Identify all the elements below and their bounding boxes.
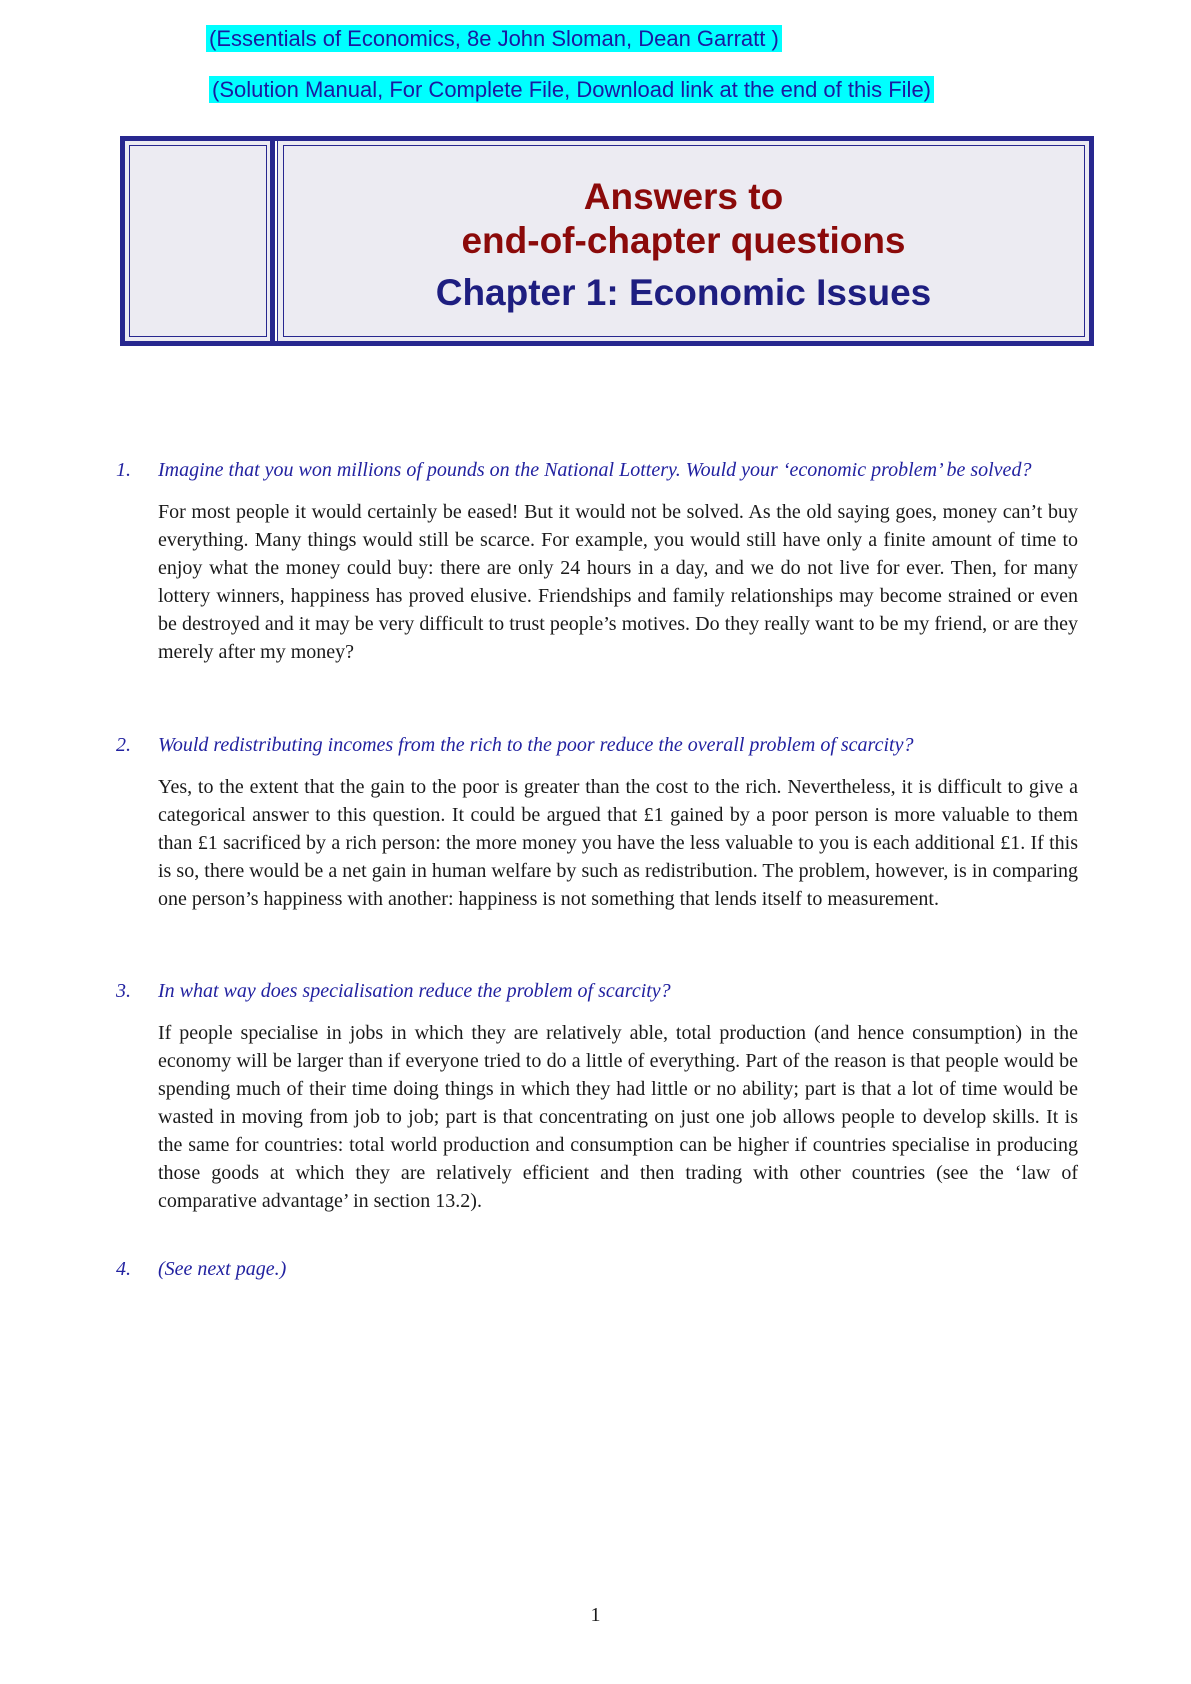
title-answers-to: Answers to <box>583 176 784 217</box>
question-item-3 <box>116 977 1078 1215</box>
chapter-heading: Chapter 1: Economic Issues <box>435 272 932 313</box>
title-box-divider <box>270 141 278 341</box>
title-box-left-panel <box>129 145 267 337</box>
question-text: In what way does specialisation reduce the problem of scarcity? <box>158 980 671 1002</box>
question-number: 1. <box>116 459 131 481</box>
title-end-of-chapter: end-of-chapter questions <box>461 220 906 261</box>
question-item-4 <box>116 1255 1078 1283</box>
question-number: 3. <box>116 980 131 1002</box>
question-text: Imagine that you won millions of pounds on the National Lottery. Would your ‘economic problem’ be solved? <box>158 459 1032 481</box>
header-highlight-line-2: (Solution Manual, For Complete File, Download link at the end of this File) <box>209 76 934 103</box>
header-highlight-line-1: (Essentials of Economics, 8e John Sloman, Dean Garratt ) <box>206 25 782 52</box>
question-number: 2. <box>116 734 131 756</box>
question-number: 4. <box>116 1258 131 1280</box>
question-item-1 <box>116 456 1078 666</box>
page-number: 1 <box>590 1604 601 1626</box>
question-text: Would redistributing incomes from the rich to the poor reduce the overall problem of scarcity? <box>158 734 914 756</box>
answer-text: Yes, to the extent that the gain to the poor is greater than the cost to the rich. Nevertheless, it is difficult to give a categorical answer to this question. It could be argued that £1 gained by a poor person is more valuable to them than £1 sacrificed by a rich person: the more money you have the less valuable to you is each additional £1. If this is so, there would be a net gain in human welfare by such as redistribution. The problem, however, is in comparing one person’s happiness with another: happiness is not something that lends itself to measurement. <box>158 776 1078 910</box>
title-text <box>278 141 1089 315</box>
question-text: (See next page.) <box>158 1258 287 1280</box>
chapter-title-box <box>120 136 1094 346</box>
question-item-2 <box>116 731 1078 913</box>
answer-text: If people specialise in jobs in which they are relatively able, total production (and hence consumption) in the economy will be larger than if everyone tried to do a little of everything. Part of the reason is that people would be spending much of their time doing things in which they had little or no ability; part is that a lot of time would be wasted in moving from job to job; part is that concentrating on just one job allows people to develop skills. It is the same for countries: total world production and consumption can be higher if countries specialise in producing those goods at which they are relatively efficient and then trading with other countries (see the ‘law of comparative advantage’ in section 13.2). <box>158 1022 1078 1212</box>
answer-text: For most people it would certainly be eased! But it would not be solved. As the old saying goes, money can’t buy everything. Many things would still be scarce. For example, you would still have only a finite amount of time to enjoy what the money could buy: there are only 24 hours in a day, and we do not live for ever. Then, for many lottery winners, happiness has proved elusive. Friendships and family relationships may become strained or even be destroyed and it may be very difficult to trust people’s motives. Do they really want to be my friend, or are they merely after my money? <box>158 501 1078 663</box>
